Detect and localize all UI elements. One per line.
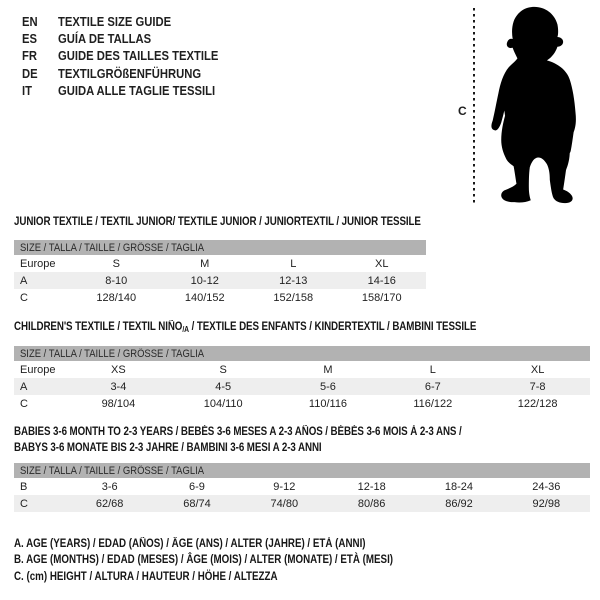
babies-size-table (14, 463, 590, 512)
cell: 12-13 (249, 272, 338, 289)
cell: 62/68 (66, 495, 153, 512)
cell: 74/80 (241, 495, 328, 512)
lang-code-de: DE (22, 66, 38, 81)
footnote-b: B. AGE (MONTHS) / EDAD (MESES) / ÂGE (MOIS) / ALTER (MONATE) / ETÀ (MESI) (14, 554, 394, 567)
row-label: C (20, 291, 28, 304)
lang-row-es (22, 31, 218, 48)
row-label: A (14, 378, 66, 395)
cell: M (323, 363, 333, 376)
cell: L (290, 257, 297, 270)
lang-code-en: EN (22, 15, 38, 29)
cell: 104/110 (203, 397, 243, 410)
lang-label-es: GUÍA DE TALLAS (58, 32, 152, 47)
cell: XS (111, 363, 126, 376)
cell: 12-18 (357, 480, 386, 493)
size-header-label: SIZE / TALLA / TAILLE / GRÖSSE / TAGLIA (20, 347, 205, 360)
cell: 80/86 (328, 495, 415, 512)
section-title-children (14, 321, 476, 333)
cell: 98/104 (101, 397, 136, 410)
size-header-label: SIZE / TALLA / TAILLE / GRÖSSE / TAGLIA (20, 464, 205, 477)
cell: 3-4 (66, 378, 171, 395)
cell: S (219, 363, 227, 376)
table-row (14, 272, 426, 289)
height-measure-label: C (458, 104, 467, 118)
section-title-babies (14, 424, 462, 456)
lang-code-es: ES (22, 32, 38, 47)
children-size-table (14, 346, 590, 412)
footnote-c: C. (cm) HEIGHT / ALTURA / HAUTEUR / HÖHE / ALTEZZA (14, 570, 278, 583)
cell: 24-36 (532, 480, 561, 493)
row-label: Europe (20, 257, 56, 270)
title-line-2: BABYS 3-6 MONATE BIS 2-3 JAHRE / BAMBINI 3-6 MESI A 2-3 ANNI (14, 442, 322, 454)
lang-label-de: TEXTILGRÖßENFÜHRUNG (58, 66, 202, 81)
cell: XL (375, 257, 389, 270)
lang-label-it: GUIDA ALLE TAGLIE TESSILI (58, 83, 216, 98)
section-title-junior: JUNIOR TEXTILE / TEXTIL JUNIOR/ TEXTILE JUNIOR / JUNIORTEXTIL / JUNIOR TESSILE (14, 216, 421, 228)
row-label: C (20, 397, 28, 410)
cell: L (429, 363, 436, 376)
lang-label-fr: GUIDE DES TAILLES TEXTILE (58, 49, 219, 64)
cell: 6-9 (189, 480, 205, 493)
size-header-label: SIZE / TALLA / TAILLE / GRÖSSE / TAGLIA (20, 241, 205, 254)
title-line-1: BABIES 3-6 MONTH TO 2-3 YEARS / BEBÉS 3-6 MESES A 2-3 AÑOS / BÉBÉS 3-6 MOIS À 2-3 ANS / (14, 426, 462, 438)
cell: S (112, 257, 120, 270)
title-subscript: /A (182, 325, 189, 334)
cell: 5-6 (276, 378, 381, 395)
lang-row-it (22, 83, 218, 100)
footnotes-block (14, 536, 393, 585)
cell: M (200, 257, 210, 270)
cell: 9-12 (273, 480, 296, 493)
cell: 4-5 (171, 378, 276, 395)
cell: 8-10 (72, 272, 161, 289)
table-row (14, 478, 590, 495)
cell: 158/170 (361, 291, 402, 304)
height-measure-line-icon (472, 8, 476, 206)
cell: 68/74 (153, 495, 240, 512)
lang-code-it: IT (22, 83, 32, 98)
cell: 18-24 (444, 480, 474, 493)
table-row (14, 255, 426, 272)
cell: 110/116 (308, 397, 348, 410)
row-label: B (20, 480, 28, 493)
table-header-row (14, 240, 426, 255)
cell: 10-12 (161, 272, 250, 289)
table-row (14, 289, 426, 306)
title-prefix: CHILDREN'S TEXTILE / TEXTIL NIÑO (14, 321, 183, 333)
cell: 128/140 (96, 291, 137, 304)
cell: 152/158 (273, 291, 314, 304)
cell: 14-16 (338, 272, 427, 289)
cell: 140/152 (184, 291, 225, 304)
row-label: A (14, 272, 72, 289)
baby-silhouette-icon (486, 4, 586, 208)
row-label: Europe (20, 363, 56, 376)
table-row (14, 361, 590, 378)
table-header-row (14, 463, 590, 478)
cell: 3-6 (101, 480, 118, 493)
cell: 7-8 (485, 378, 590, 395)
lang-row-de (22, 66, 218, 83)
cell: 122/128 (517, 397, 558, 410)
cell: 6-7 (380, 378, 485, 395)
title-suffix: / TEXTILE DES ENFANTS / KINDERTEXTIL / BAMBINI TESSILE (188, 321, 477, 333)
cell: 86/92 (415, 495, 502, 512)
footnote-a: A. AGE (YEARS) / EDAD (AÑOS) / ÂGE (ANS) / ALTER (JAHRE) / ETÀ (ANNI) (14, 538, 366, 550)
cell: XL (530, 363, 545, 376)
row-label: C (14, 495, 66, 512)
cell: 92/98 (503, 495, 590, 512)
junior-size-table (14, 240, 426, 306)
cell: 116/122 (413, 397, 453, 410)
lang-row-fr (22, 48, 218, 65)
table-row (14, 495, 590, 512)
table-row (14, 378, 590, 395)
table-header-row (14, 346, 590, 361)
lang-code-fr: FR (22, 49, 38, 64)
lang-label-en: TEXTILE SIZE GUIDE (58, 15, 172, 29)
table-row (14, 395, 590, 412)
lang-row-en (22, 14, 218, 31)
language-title-block (22, 14, 218, 100)
